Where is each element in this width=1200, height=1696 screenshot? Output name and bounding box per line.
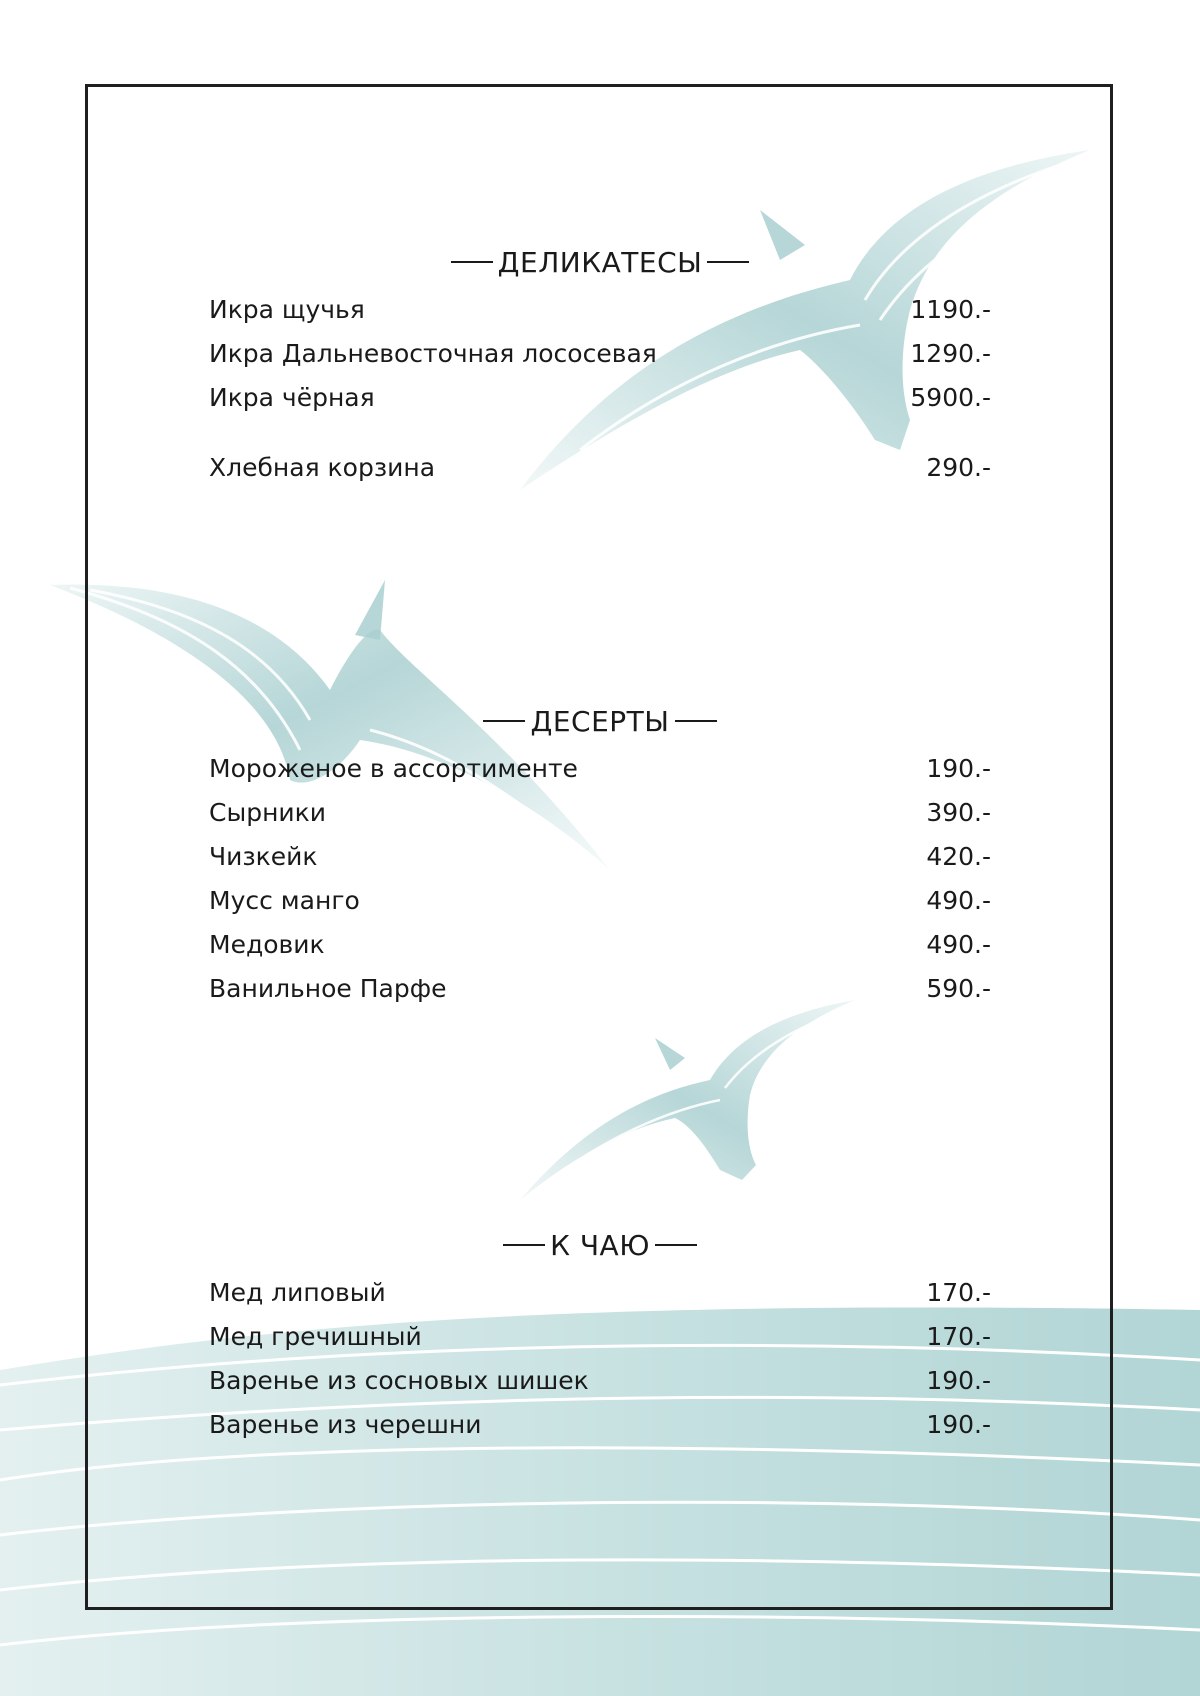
item-price: 490.-: [926, 886, 991, 915]
item-name: Икра щучья: [209, 295, 365, 324]
list-item: [209, 879, 991, 923]
item-name: Медовик: [209, 930, 325, 959]
section-title-text: ДЕСЕРТЫ: [530, 704, 670, 738]
title-dash: [675, 720, 717, 722]
item-name: Мусс манго: [209, 886, 360, 915]
section-delicacies: [209, 242, 991, 490]
list-item: [209, 376, 991, 420]
section-desserts: [209, 701, 991, 1011]
item-name: Икра Дальневосточная лососевая: [209, 339, 657, 368]
item-price: 590.-: [926, 974, 991, 1003]
section-title-text: К ЧАЮ: [550, 1228, 650, 1262]
list-item: [209, 1271, 991, 1315]
item-price: 190.-: [926, 1366, 991, 1395]
title-dash: [451, 261, 493, 263]
item-name: Чизкейк: [209, 842, 318, 871]
list-item: [209, 791, 991, 835]
item-name: Мед гречишный: [209, 1322, 422, 1351]
item-name: Ванильное Парфе: [209, 974, 447, 1003]
title-dash: [503, 1244, 545, 1246]
list-item: [209, 332, 991, 376]
item-name: Мед липовый: [209, 1278, 386, 1307]
item-price: 1190.-: [910, 295, 991, 324]
list-item: [209, 747, 991, 791]
item-name: Варенье из сосновых шишек: [209, 1366, 589, 1395]
item-price: 1290.-: [910, 339, 991, 368]
section-title: [209, 1225, 991, 1265]
list-item: [209, 288, 991, 332]
item-price: 190.-: [926, 754, 991, 783]
item-name: Мороженое в ассортименте: [209, 754, 578, 783]
list-item: [209, 835, 991, 879]
section-title: [209, 701, 991, 741]
section-for-tea: [209, 1225, 991, 1447]
item-price: 170.-: [926, 1322, 991, 1351]
list-item: [209, 1359, 991, 1403]
item-price: 5900.-: [910, 383, 991, 412]
item-price: 390.-: [926, 798, 991, 827]
item-price: 420.-: [926, 842, 991, 871]
item-name: Варенье из черешни: [209, 1410, 482, 1439]
item-name: Сырники: [209, 798, 327, 827]
item-price: 190.-: [926, 1410, 991, 1439]
item-price: 170.-: [926, 1278, 991, 1307]
item-price: 290.-: [926, 453, 991, 482]
list-item: [209, 923, 991, 967]
item-price: 490.-: [926, 930, 991, 959]
list-item: [209, 967, 991, 1011]
title-dash: [655, 1244, 697, 1246]
list-item: [209, 1315, 991, 1359]
title-dash: [483, 720, 525, 722]
title-dash: [707, 261, 749, 263]
list-item: [209, 446, 991, 490]
section-title-text: ДЕЛИКАТЕСЫ: [497, 245, 703, 279]
list-item: [209, 1403, 991, 1447]
item-name: Икра чёрная: [209, 383, 375, 412]
section-title: [209, 242, 991, 282]
item-name: Хлебная корзина: [209, 453, 436, 482]
